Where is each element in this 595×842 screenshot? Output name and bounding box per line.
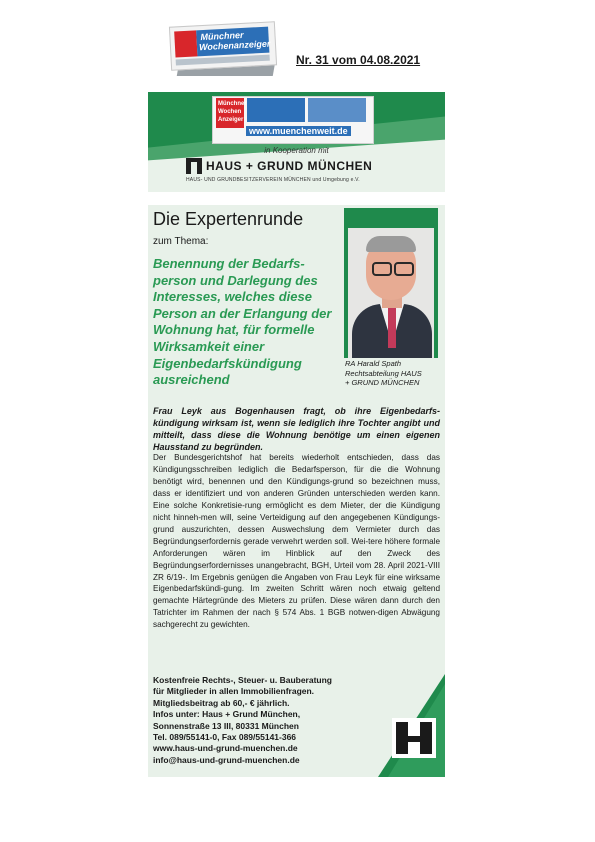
- caption-line3: + GRUND MÜNCHEN: [345, 378, 420, 387]
- logo-text-line2: Wochenanzeiger: [198, 38, 271, 53]
- logo-text-line1: Münchner: [200, 29, 244, 43]
- photo-tie: [388, 308, 396, 348]
- newspaper-logo: [170, 24, 276, 80]
- cooperation-text: in Kooperation mit: [264, 146, 329, 155]
- footer-line: Tel. 089/55141-0, Fax 089/55141-366: [153, 732, 297, 743]
- logo-red-block: [174, 30, 197, 57]
- wochenanzeiger-red-logo: [216, 98, 247, 128]
- caption-line1: RA Harald Spath: [345, 359, 402, 368]
- footer-website-link[interactable]: www.haus-und-grund-muenchen.de: [153, 743, 298, 754]
- article-topic: Benennung der Bedarfs-person und Darlegung des Interesses, welches diese Person an der Erlangung der Wohnung hat, für formelle Wirksamkeit einer Eigenbedarfskündigung ausreichend: [153, 256, 332, 388]
- haus-grund-house-icon: [186, 158, 202, 174]
- haus-grund-subtitle: HAUS- UND GRUNDBESITZERVEREIN MÜNCHEN und Umgebung e.V.: [186, 177, 360, 183]
- corner-logo-notch-bottom: [408, 742, 420, 754]
- photo-glasses-right: [394, 262, 414, 276]
- article-subheading: zum Thema:: [153, 236, 209, 247]
- footer-line: Kostenfreie Rechts-, Steuer- u. Bauberatung: [153, 675, 333, 685]
- footer-email-link[interactable]: info@haus-und-grund-muenchen.de: [153, 754, 300, 765]
- footer-line: Mitgliedsbeitrag ab 60,- € jährlich.: [153, 697, 290, 708]
- article-headline: Die Expertenrunde: [153, 209, 304, 229]
- membership-info: [153, 675, 383, 766]
- red-logo-line2: Wochen: [218, 109, 242, 115]
- wochenanzeiger-blue-logo-2: [308, 98, 366, 122]
- wochenanzeiger-blue-logo: [247, 98, 305, 122]
- article-body: Der Bundesgerichtshof hat bereits wiederholt entschieden, dass das Kündigungsschreiben lediglich die Bedarfsperson, für die die Wohnung benötigt wird, benennen und den Kündigungs-grund so bezeichnen muss, dass er identifiziert und von anderen Gründen unterschieden werden kann. Eine solche Konkretisie-rung ermöglicht es dem Mieter, der die Kündigung nicht hinneh-men will, seine Verteidigung auf den angegebenen Kündigungs-grund auszurichten, dessen Auswechslung dem Vermieter durch das Begründungserfordernis gerade verwehrt werden soll. Wei-tere höhere formale Anforderungen wären im Hinblick auf den Zweck des Begründungserfordernisses unangebracht, BGH, Urteil vom 28. April 2021-VIII ZR 6/19-. Im Ergebnis genügen die Angaben von Frau Leyk für eine wirksame Eigenbedarfskündi-gung. Im zweiten Schritt wären noch etwaig geltend gemachte Härtegründe des Mieters zu prüfen. Diese wären dann durch den Tatrichter im Rahmen der nach § 574 Abs. 1 BGB notwen-digen Abwägung sachgerecht zu gewichten.: [153, 453, 440, 630]
- haus-grund-title: HAUS + GRUND MÜNCHEN: [206, 159, 373, 173]
- footer-line: für Mitglieder in allen Immobilienfragen.: [153, 686, 315, 697]
- photo-caption: [345, 359, 445, 388]
- cooperation-banner: [148, 92, 445, 192]
- website-link[interactable]: www.muenchenweit.de: [246, 126, 351, 136]
- haus-grund-corner-logo: [378, 674, 445, 777]
- photo-glasses-left: [372, 262, 392, 276]
- red-logo-line1: Münchner: [218, 101, 247, 107]
- red-logo-line3: Anzeiger: [218, 117, 244, 123]
- corner-logo-notch-top: [408, 722, 420, 736]
- logo-sheet: [169, 21, 277, 70]
- footer-line: Infos unter: Haus + Grund München,: [153, 709, 301, 720]
- article-lead: Frau Leyk aus Bogenhausen fragt, ob ihre Eigenbedarfs-kündigung wirksam ist, wenn sie lediglich ihre Tochter angibt und mitteilt, dass diese die Wohnung benötige um einen eigenen Hausstand zu begründen.: [153, 406, 440, 452]
- issue-number: Nr. 31 vom 04.08.2021: [296, 53, 421, 67]
- footer-line: Sonnenstraße 13 III, 80331 München: [153, 720, 299, 731]
- expert-photo: [344, 208, 438, 358]
- caption-line2: Rechtsabteilung HAUS: [345, 368, 422, 378]
- photo-hair: [366, 236, 416, 252]
